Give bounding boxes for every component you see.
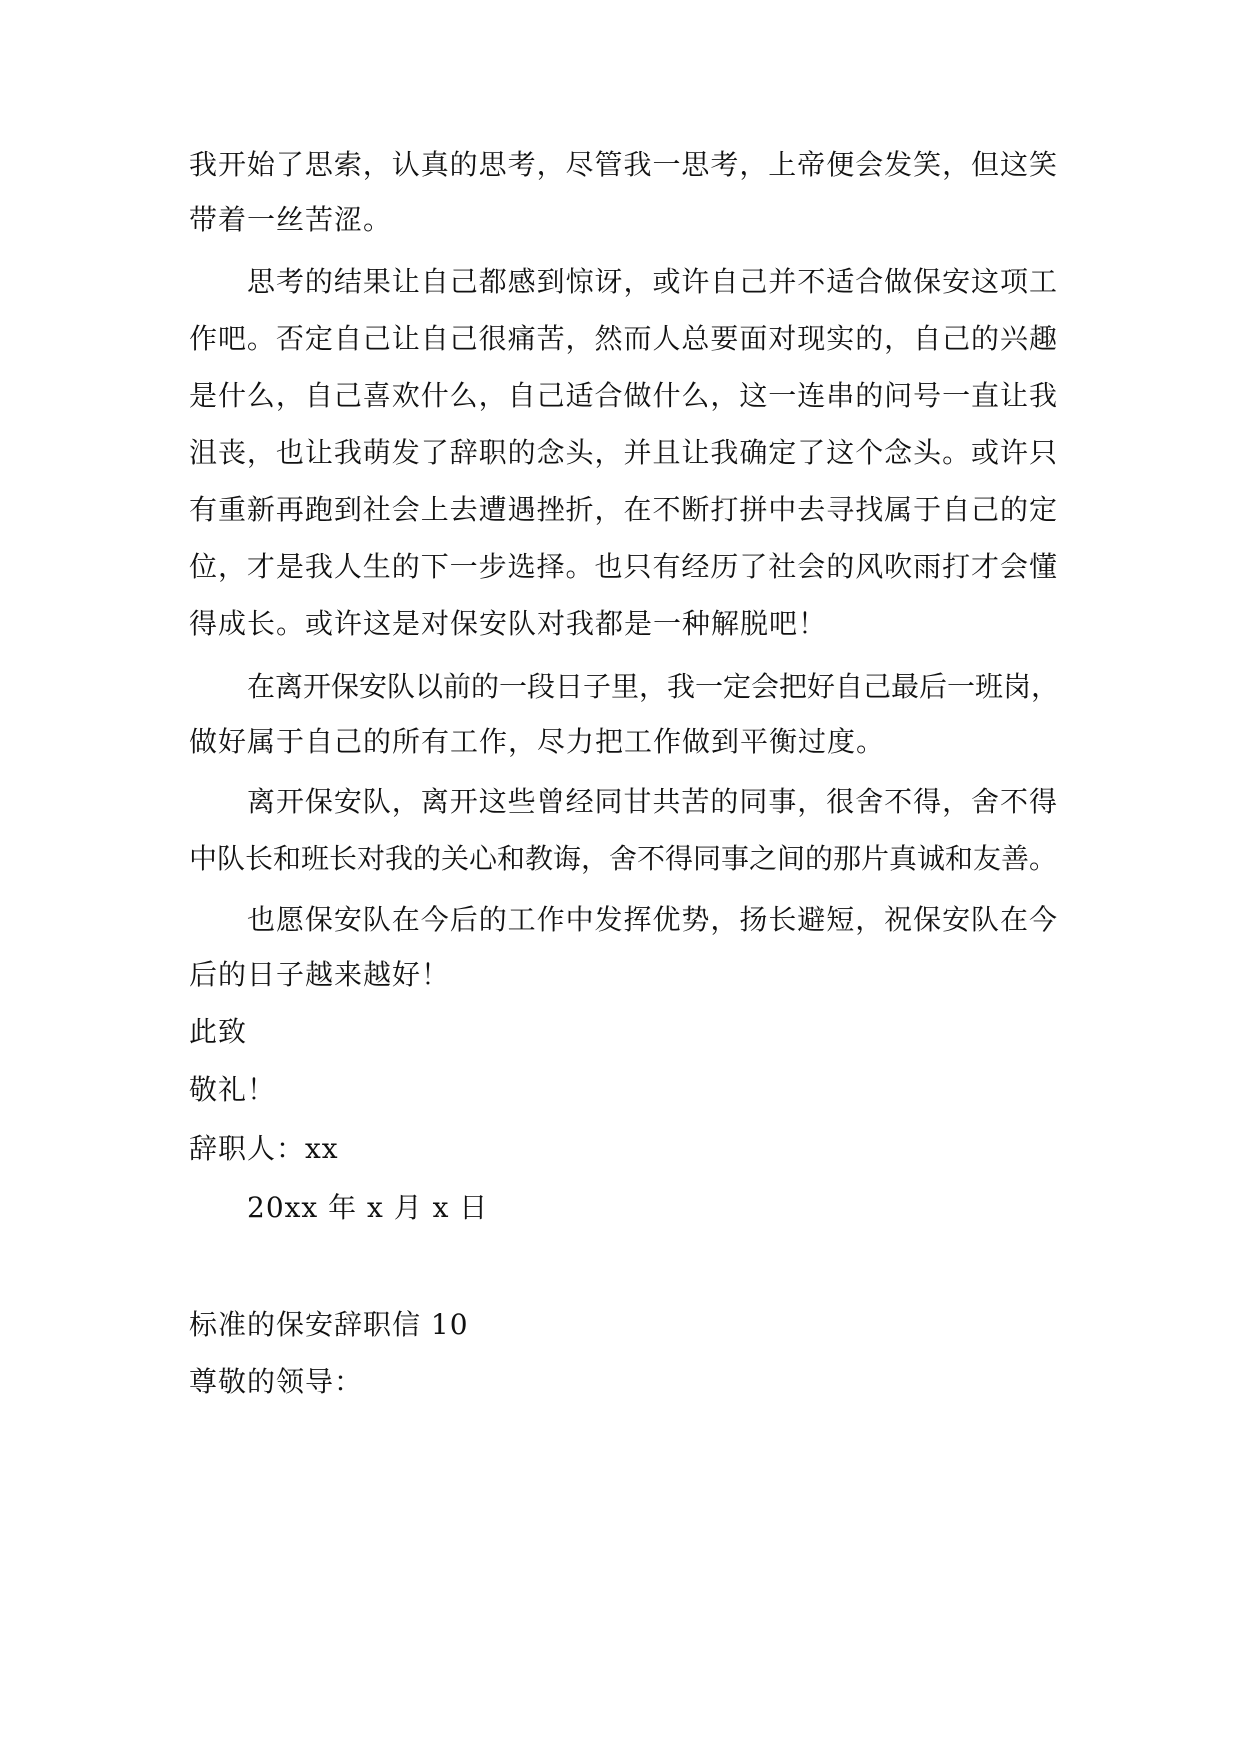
body-line: 有重新再跑到社会上去遭遇挫折，在不断打拼中去寻找属于自己的定 [189,493,1057,526]
body-line: 作吧。否定自己让自己很痛苦，然而人总要面对现实的，自己的兴趣 [189,322,1057,355]
body-line: 得成长。或许这是对保安队对我都是一种解脱吧！ [189,607,828,640]
paragraph-start-line: 在离开保安队以前的一段日子里，我一定会把好自己最后一班岗， [247,670,1060,703]
body-line: 带着一丝苦涩。 [189,203,393,236]
body-line: 我开始了思索，认真的思考，尽管我一思考，上帝便会发笑，但这笑 [189,148,1057,181]
signature-line: 辞职人：xx [189,1132,339,1165]
body-line: 位，才是我人生的下一步选择。也只有经历了社会的风吹雨打才会懂 [189,550,1057,583]
section-title: 标准的保安辞职信 10 [189,1308,469,1341]
closing-salutation: 此致 [189,1015,248,1048]
body-line: 后的日子越来越好！ [189,958,451,991]
paragraph-start-line: 思考的结果让自己都感到惊讶，或许自己并不适合做保安这项工 [247,265,1057,298]
greeting-line: 尊敬的领导： [189,1365,364,1398]
body-line: 是什么，自己喜欢什么，自己适合做什么，这一连串的问号一直让我 [189,379,1057,412]
body-line: 中队长和班长对我的关心和教诲，舍不得同事之间的那片真诚和友善。 [189,842,1058,875]
paragraph-start-line: 也愿保安队在今后的工作中发挥优势，扬长避短，祝保安队在今 [247,903,1057,936]
body-line: 做好属于自己的所有工作，尽力把工作做到平衡过度。 [189,725,886,758]
closing-respect: 敬礼！ [189,1073,277,1106]
body-line: 沮丧，也让我萌发了辞职的念头，并且让我确定了这个念头。或许只 [189,436,1057,469]
paragraph-start-line: 离开保安队，离开这些曾经同甘共苦的同事，很舍不得，舍不得 [247,785,1057,818]
date-line: 20xx 年 x 月 x 日 [247,1191,489,1224]
